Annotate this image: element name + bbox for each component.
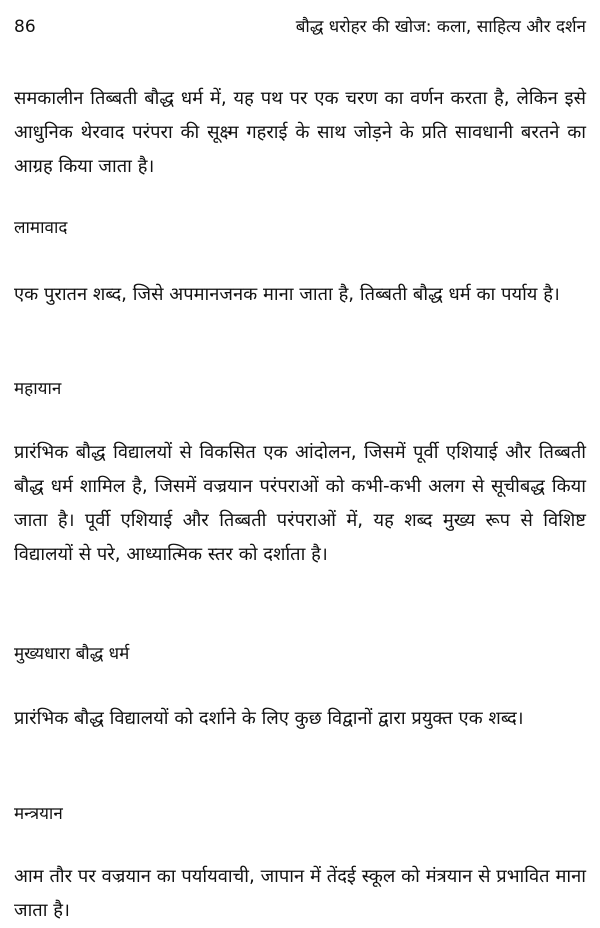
glossary-definition-mahayana: प्रारंभिक बौद्ध विद्यालयों से विकसित एक आंदोलन, जिसमें पूर्वी एशियाई और तिब्बती बौद्ध धर्म शामिल है, जिसमें वज्रयान परंपराओं को कभी-कभी अलग से सूचीबद्ध किया जाता है। पूर्वी एशियाई और तिब्बती परंपराओं में, यह शब्द मुख्य रूप से विशिष्ट विद्यालयों से परे, आध्यात्मिक स्तर को दर्शाता है। (14, 442, 586, 565)
glossary-definition-mainstream-buddhism: प्रारंभिक बौद्ध विद्यालयों को दर्शाने के लिए कुछ विद्वानों द्वारा प्रयुक्त एक शब्द। (14, 708, 524, 729)
running-title: बौद्ध धरोहर की खोज: कला, साहित्य और दर्शन (295, 17, 586, 37)
intro-paragraph: समकालीन तिब्बती बौद्ध धर्म में, यह पथ पर एक चरण का वर्णन करता है, लेकिन इसे आधुनिक थेरवाद परंपरा की सूक्ष्म गहराई के साथ जोड़ने के प्रति सावधानी बरतने का आग्रह किया जाता है। (14, 88, 586, 177)
glossary-definition-lamaism: एक पुरातन शब्द, जिसे अपमानजनक माना जाता है, तिब्बती बौद्ध धर्म का पर्याय है। (14, 284, 560, 305)
page-header (14, 14, 586, 42)
glossary-term-mantrayana: मन्त्रयान (14, 804, 63, 824)
glossary-term-mainstream-buddhism: मुख्यधारा बौद्ध धर्म (14, 644, 130, 664)
glossary-term-lamaism: लामावाद (14, 218, 68, 238)
page-number: 86 (14, 17, 36, 37)
glossary-term-mahayana: महायान (14, 379, 62, 399)
glossary-definition-mantrayana: आम तौर पर वज्रयान का पर्यायवाची, जापान में तेंदई स्कूल को मंत्रयान से प्रभावित माना जाता है। (14, 866, 586, 921)
